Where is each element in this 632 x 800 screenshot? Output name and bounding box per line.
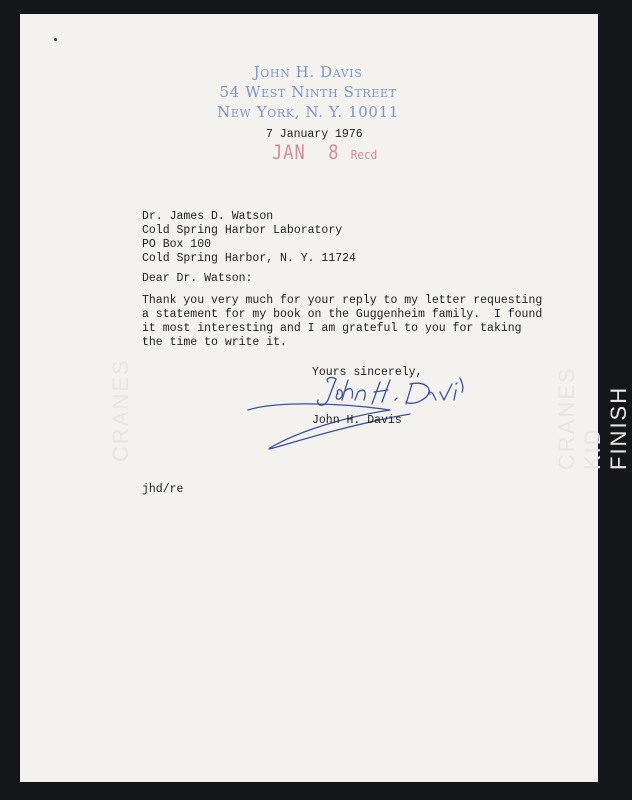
letterhead-street: 54 West Ninth Street (219, 83, 397, 101)
body-line: the time to write it. (142, 336, 287, 349)
address-line: PO Box 100 (142, 238, 212, 251)
address-line: Cold Spring Harbor, N. Y. 11724 (142, 252, 356, 265)
body-line: it most interesting and I am grateful to you for taking (142, 322, 522, 335)
watermark-right: CRANES KID FINISH (554, 366, 631, 470)
letterhead-name: John H. Davis (253, 63, 363, 81)
address-line: Dr. James D. Watson (142, 210, 274, 223)
address-line: Cold Spring Harbor Laboratory (142, 224, 343, 237)
letter-date: 7 January 1976 (266, 128, 363, 141)
salutation: Dear Dr. Watson: (142, 272, 253, 285)
body-line: a statement for my book on the Guggenheim family. I found (142, 308, 543, 321)
letterhead (0, 62, 616, 122)
watermark-left: CRANES (108, 358, 133, 462)
stamp-day: 8 (328, 141, 340, 165)
body-line: Thank you very much for your reply to my letter requesting (142, 294, 543, 307)
received-stamp (272, 142, 377, 165)
closing: Yours sincerely, (312, 366, 423, 379)
stamp-label: Recd (350, 147, 378, 163)
stamp-month: JAN (272, 141, 306, 165)
typed-name: John H. Davis (312, 414, 402, 427)
reference-initials: jhd/re (142, 483, 184, 496)
ink-speck (54, 38, 57, 41)
letterhead-city: New York, N. Y. 10011 (217, 103, 399, 121)
